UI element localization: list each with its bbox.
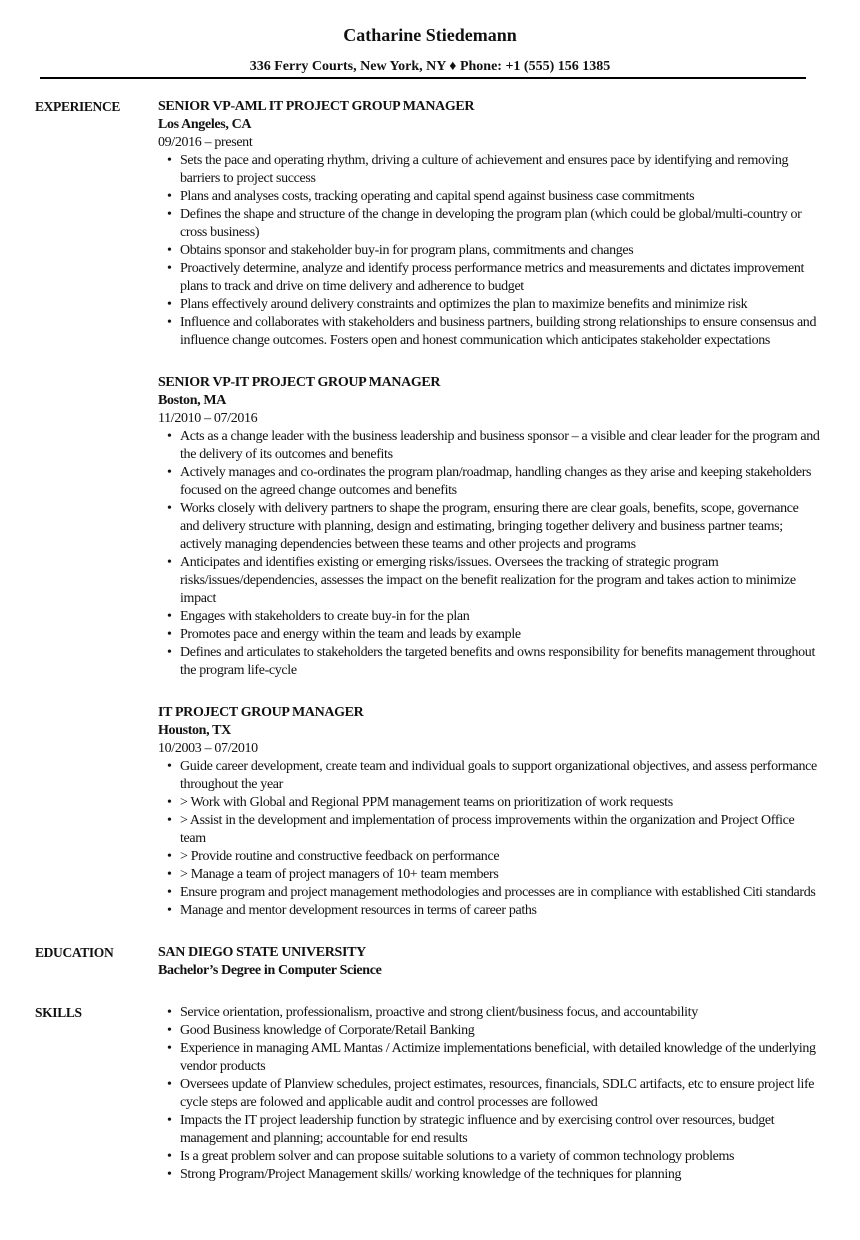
education-section xyxy=(0,944,860,980)
list-item: • > Manage a team of project managers of 10+ team members xyxy=(180,866,820,884)
skills-list xyxy=(158,1004,820,1184)
degree: Bachelor’s Degree in Computer Science xyxy=(158,963,382,978)
list-item: • Oversees update of Planview schedules, project estimates, resources, financials, SDLC artifacts, etc to ensure project life cycle steps are folowed and applicable audit and control processes are followed xyxy=(180,1076,820,1112)
list-item: • Plans effectively around delivery constraints and optimizes the plan to maximize benefits and minimize risk xyxy=(180,296,820,314)
job-title: SENIOR VP-AML IT PROJECT GROUP MANAGER xyxy=(158,99,475,114)
list-item: • Acts as a change leader with the business leadership and business sponsor – a visible and clear leader for the program and the delivery of its outcomes and benefits xyxy=(180,428,820,464)
contact-line: 336 Ferry Courts, New York, NY ♦ Phone: +1 (555) 156 1385 xyxy=(249,59,611,74)
list-item: • Guide career development, create team and individual goals to support organizational objectives, and assess performance throughout the year xyxy=(180,758,820,794)
section-label: EXPERIENCE xyxy=(35,99,121,114)
list-item: • Plans and analyses costs, tracking operating and capital spend against business case commitments xyxy=(180,188,820,206)
job-location: Boston, MA xyxy=(158,393,227,408)
job-bullets xyxy=(158,758,820,920)
section-label: EDUCATION xyxy=(35,945,114,960)
experience-section xyxy=(0,98,860,920)
list-item: • Impacts the IT project leadership function by strategic influence and by exercising control over resources, budget management and planning; accountable for end results xyxy=(180,1112,820,1148)
list-item: • Obtains sponsor and stakeholder buy-in for program plans, commitments and changes xyxy=(180,242,820,260)
list-item: • > Work with Global and Regional PPM management teams on prioritization of work requests xyxy=(180,794,820,812)
job-entry xyxy=(158,704,860,920)
list-item: • Works closely with delivery partners to shape the program, ensuring there are clear goals, benefits, scope, governance and delivery structure with planning, design and estimating, bringing together delivery and business partner teams; actively managing dependencies between these teams and other projects and programs xyxy=(180,500,820,554)
list-item: • > Assist in the development and implementation of process improvements within the organization and Project Office team xyxy=(180,812,820,848)
list-item: • Proactively determine, analyze and identify process performance metrics and measurements and dictates improvement plans to track and drive on time delivery and adherence to budget xyxy=(180,260,820,296)
list-item: • Manage and mentor development resources in terms of career paths xyxy=(180,902,820,920)
job-title: SENIOR VP-IT PROJECT GROUP MANAGER xyxy=(158,375,441,390)
candidate-name: Catharine Stiedemann xyxy=(343,25,517,45)
list-item: • Is a great problem solver and can propose suitable solutions to a variety of common technology problems xyxy=(180,1148,820,1166)
section-label: SKILLS xyxy=(35,1005,82,1020)
skills-section xyxy=(0,1004,860,1184)
school-name: SAN DIEGO STATE UNIVERSITY xyxy=(158,945,366,960)
list-item: • Engages with stakeholders to create buy-in for the plan xyxy=(180,608,820,626)
list-item: • Promotes pace and energy within the team and leads by example xyxy=(180,626,820,644)
job-location: Los Angeles, CA xyxy=(158,117,252,132)
job-dates: 09/2016 – present xyxy=(158,135,253,150)
header-divider xyxy=(40,77,806,79)
job-title: IT PROJECT GROUP MANAGER xyxy=(158,705,364,720)
list-item: • Service orientation, professionalism, proactive and strong client/business focus, and accountability xyxy=(180,1004,820,1022)
job-bullets xyxy=(158,152,820,350)
list-item: • Defines the shape and structure of the change in developing the program plan (which could be global/multi-country or cross business) xyxy=(180,206,820,242)
list-item: • Experience in managing AML Mantas / Actimize implementations beneficial, with detailed knowledge of the underlying vendor products xyxy=(180,1040,820,1076)
list-item: • Influence and collaborates with stakeholders and business partners, building strong relationships to ensure consensus and influence change outcomes. Fosters open and honest communication which anticipates stakeholder expectations xyxy=(180,314,820,350)
list-item: • Defines and articulates to stakeholders the targeted benefits and owns responsibility for benefits management throughout the program life-cycle xyxy=(180,644,820,680)
list-item: • Ensure program and project management methodologies and processes are in compliance with established Citi standards xyxy=(180,884,820,902)
job-entry xyxy=(158,98,860,350)
list-item: • Strong Program/Project Management skills/ working knowledge of the techniques for planning xyxy=(180,1166,820,1184)
list-item: • Good Business knowledge of Corporate/Retail Banking xyxy=(180,1022,820,1040)
list-item: • Sets the pace and operating rhythm, driving a culture of achievement and ensures pace by identifying and removing barriers to project success xyxy=(180,152,820,188)
job-location: Houston, TX xyxy=(158,723,231,738)
job-dates: 10/2003 – 07/2010 xyxy=(158,741,258,756)
job-bullets xyxy=(158,428,820,680)
list-item: • Actively manages and co-ordinates the program plan/roadmap, handling changes as they arise and keeping stakeholders focused on the agreed change outcomes and benefits xyxy=(180,464,820,500)
job-dates: 11/2010 – 07/2016 xyxy=(158,411,258,426)
job-entry xyxy=(158,374,860,680)
list-item: • > Provide routine and constructive feedback on performance xyxy=(180,848,820,866)
list-item: • Anticipates and identifies existing or emerging risks/issues. Oversees the tracking of strategic program risks/issues/dependencies, assesses the impact on the benefit realization for the program and takes action to minimize impact xyxy=(180,554,820,608)
